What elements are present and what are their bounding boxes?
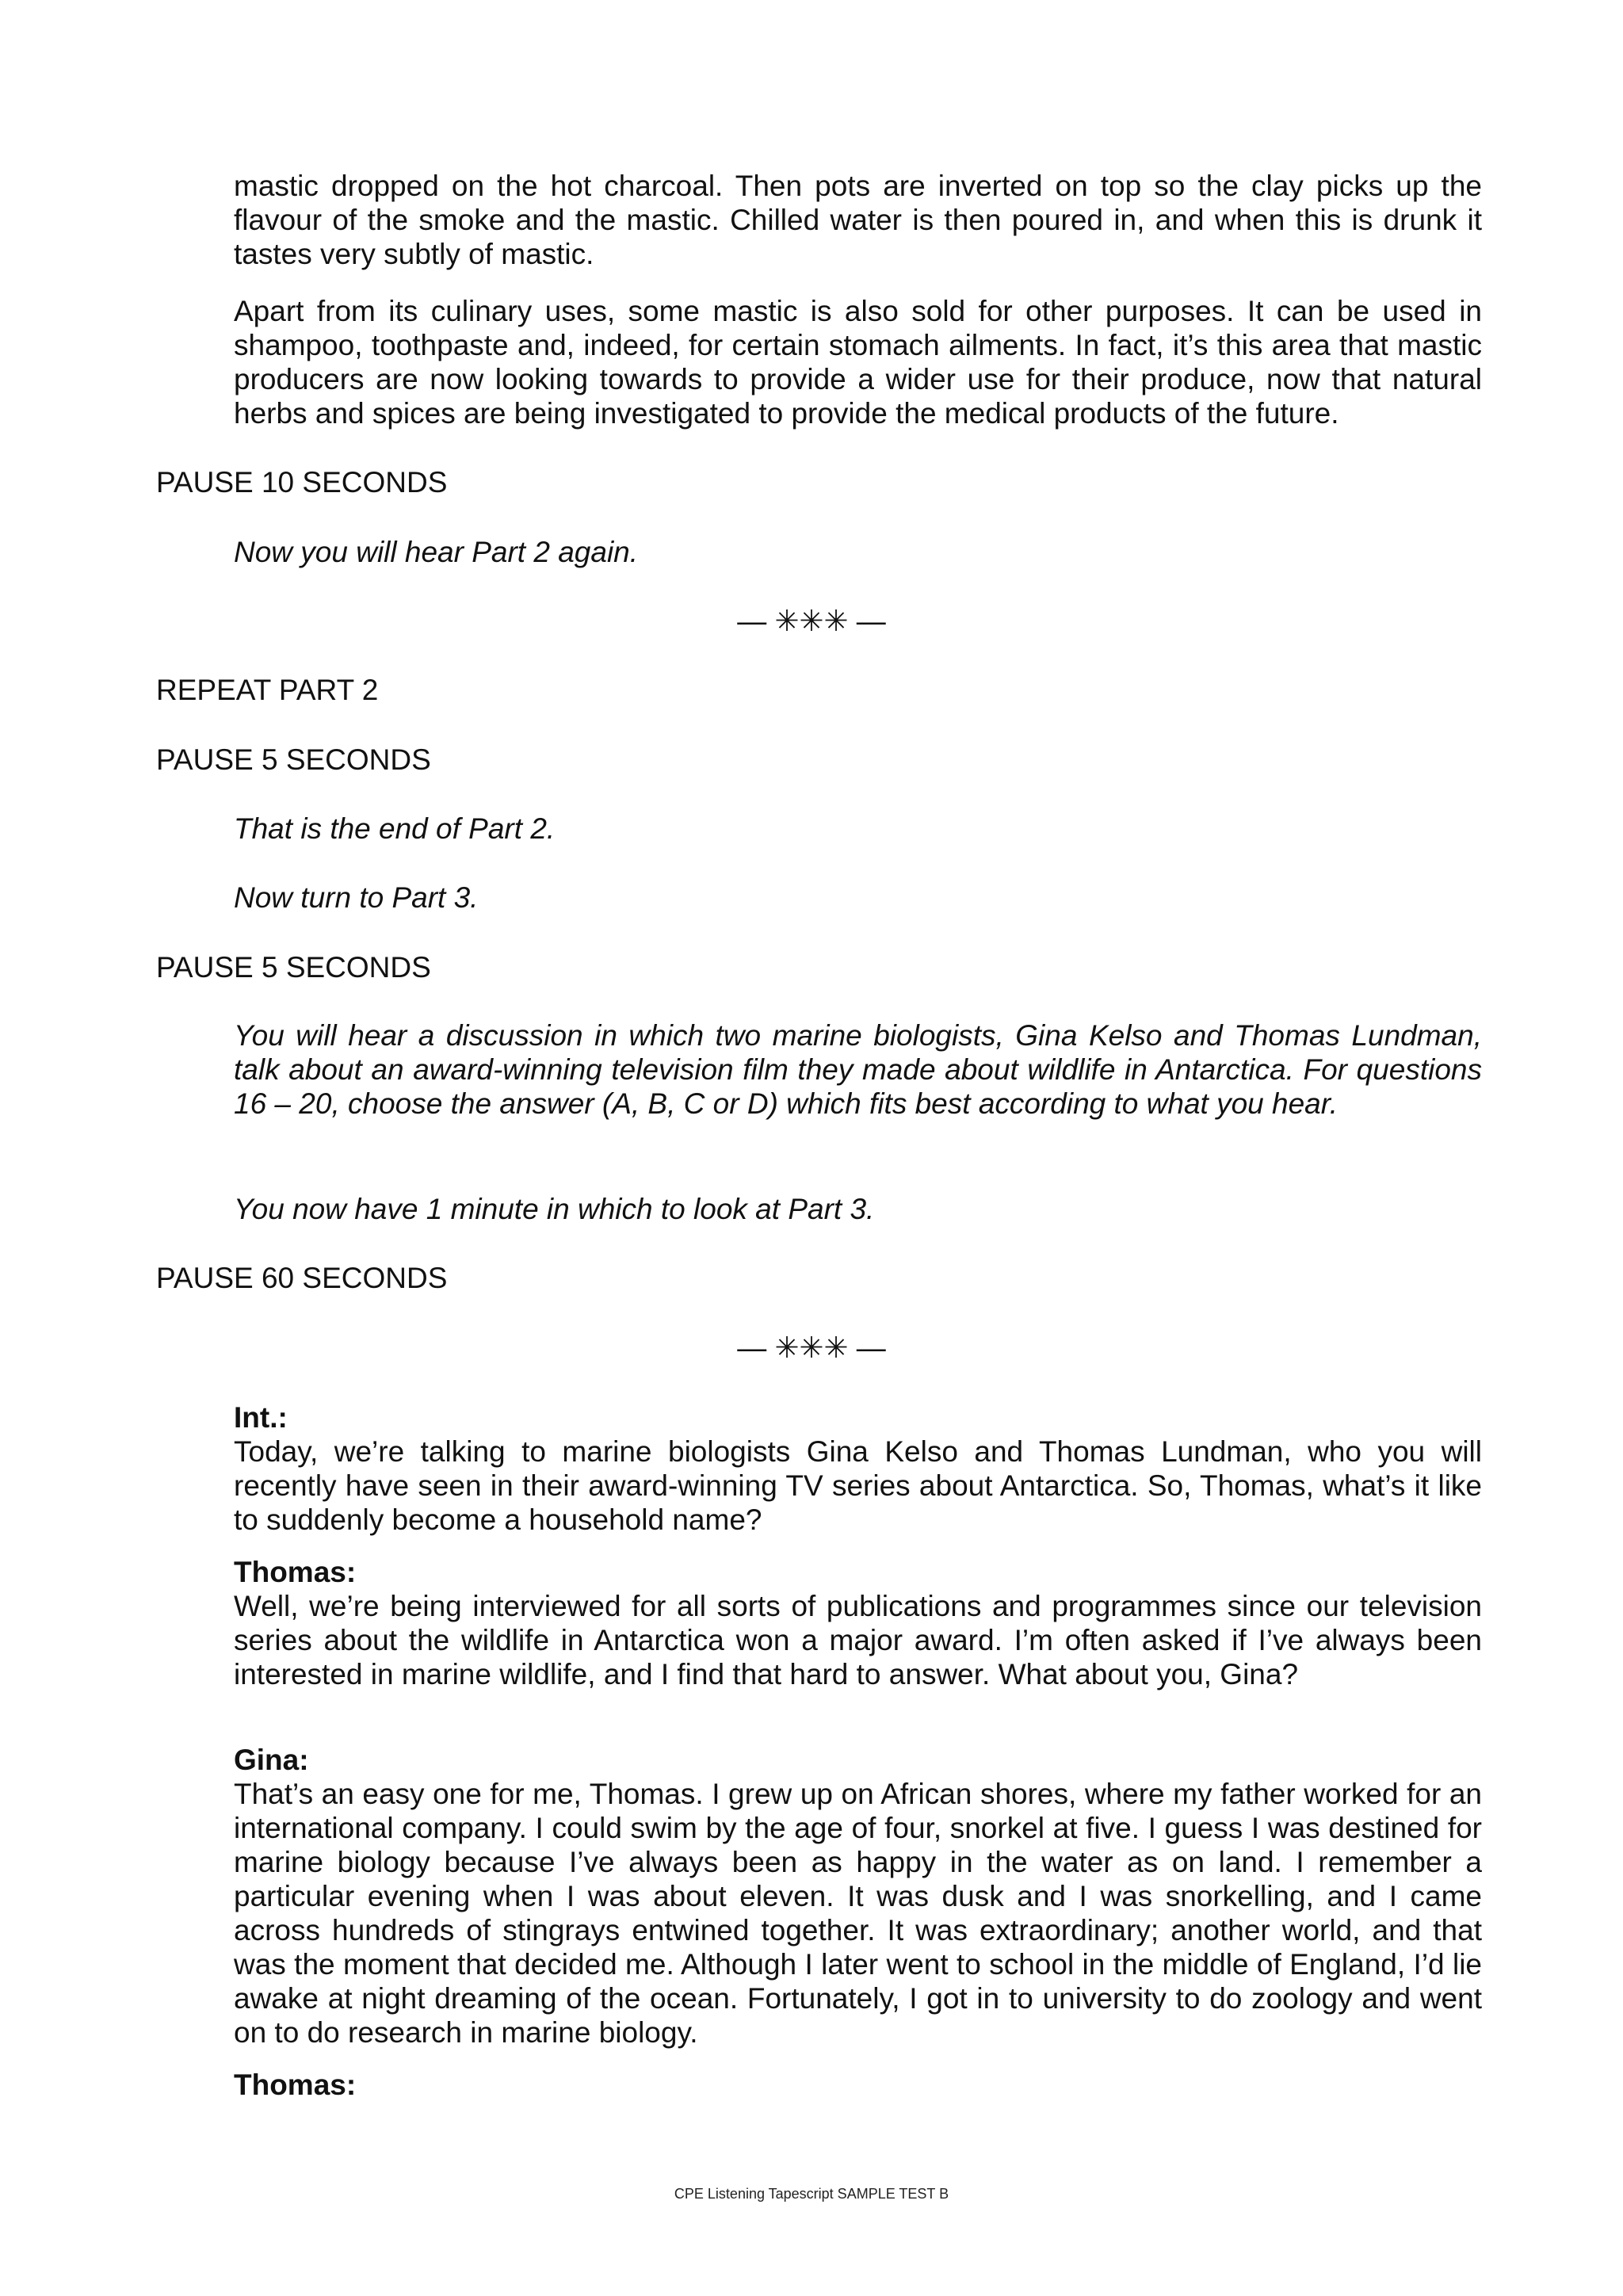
instruction-hear-again: Now you will hear Part 2 again.: [234, 536, 639, 568]
paragraph-mastic-charcoal: mastic dropped on the hot charcoal. Then pots are inverted on top so the clay picks up the flavour of the smoke and the mastic. Chilled water is then poured in, and when this is drunk it tastes very subtly of mastic.: [234, 170, 1482, 270]
page-footer: CPE Listening Tapescript SAMPLE TEST B: [674, 2186, 949, 2202]
part3-instructions: You will hear a discussion in which two marine biologists, Gina Kelso and Thomas Lundman, talk about an award-winning television film they made about wildlife in Antarctica. For questions 16 – 20, choose the answer (A, B, C or D) which fits best according to what you hear.: [234, 1019, 1482, 1120]
speaker-label-thomas: Thomas:: [234, 2069, 357, 2101]
stage-direction-pause-5: PAUSE 5 SECONDS: [156, 743, 431, 776]
dialogue-thomas: Well, we’re being interviewed for all sorts of publications and programmes since our television series about the wildlife in Antarctica won a major award. I’m often asked if I’ve always been interested in marine wildlife, and I find that hard to answer. What about you, Gina?: [234, 1590, 1482, 1690]
speaker-label-gina: Gina:: [234, 1744, 309, 1776]
section-separator: — ✳✳✳ —: [737, 1331, 886, 1364]
stage-direction-pause-10: PAUSE 10 SECONDS: [156, 466, 448, 499]
instruction-turn-part3: Now turn to Part 3.: [234, 881, 479, 914]
instruction-one-minute: You now have 1 minute in which to look at Part 3.: [234, 1193, 875, 1225]
stage-direction-repeat-part2: REPEAT PART 2: [156, 674, 379, 706]
paragraph-mastic-uses: Apart from its culinary uses, some mastic is also sold for other purposes. It can be used in shampoo, toothpaste and, indeed, for certain stomach ailments. In fact, it’s this area that mastic producers are now looking towards to provide a wider use for their produce, now that natural herbs and spices are being investigated to provide the medical products of the future.: [234, 295, 1482, 430]
instruction-end-part2: That is the end of Part 2.: [234, 812, 556, 845]
dialogue-interviewer: Today, we’re talking to marine biologists Gina Kelso and Thomas Lundman, who you will recently have seen in their award-winning TV series about Antarctica. So, Thomas, what’s it like to suddenly become a household name?: [234, 1435, 1482, 1536]
stage-direction-pause-5: PAUSE 5 SECONDS: [156, 951, 431, 984]
speaker-label-interviewer: Int.:: [234, 1401, 288, 1434]
dialogue-gina: That’s an easy one for me, Thomas. I grew up on African shores, where my father worked for an international company. I could swim by the age of four, snorkel at five. I guess I was destined for marine biology because I’ve always been as happy in the water as on land. I remember a particular evening when I was about eleven. It was dusk and I was snorkelling, and I came across hundreds of stingrays entwined together. It was extraordinary; another world, and that was the moment that decided me. Although I later went to school in the middle of England, I’d lie awake at night dreaming of the ocean. Fortunately, I got in to university to do zoology and went on to do research in marine biology.: [234, 1778, 1482, 2049]
speaker-label-thomas: Thomas:: [234, 1556, 357, 1588]
stage-direction-pause-60: PAUSE 60 SECONDS: [156, 1262, 448, 1294]
section-separator: — ✳✳✳ —: [737, 605, 886, 637]
